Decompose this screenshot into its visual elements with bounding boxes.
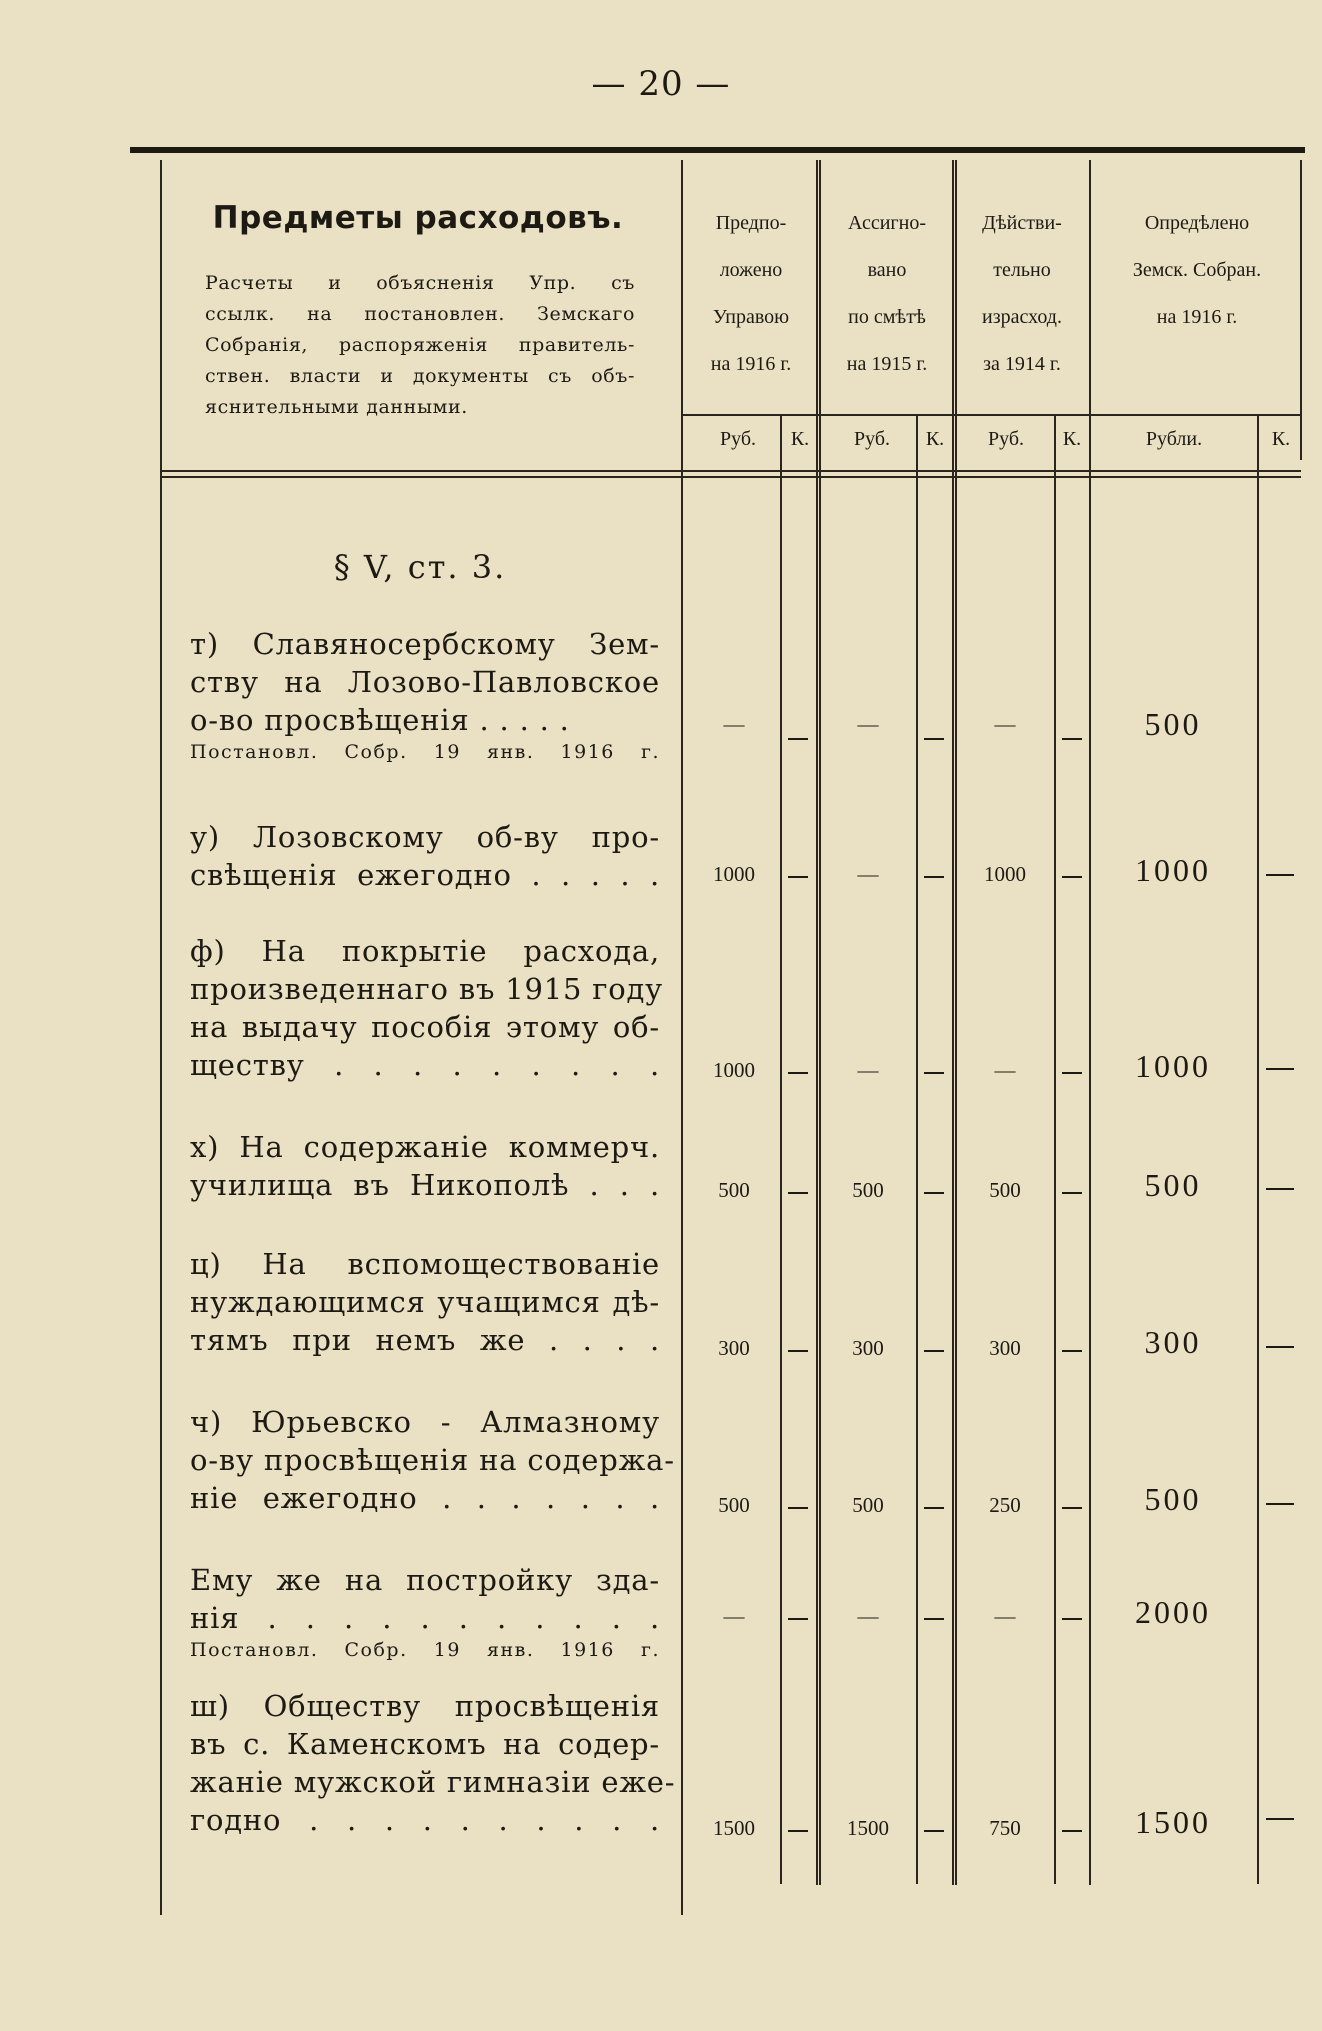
subtitle-line: Собранія, распоряженія правитель- xyxy=(205,334,635,356)
col-header-line: на 1916 г. xyxy=(710,353,792,375)
value-determined: 1500 xyxy=(1135,1804,1211,1840)
value-determined: 300 xyxy=(1144,1324,1202,1360)
kopeck-dash xyxy=(788,1830,808,1832)
entry-line: нуждающимся учащимся дѣ- xyxy=(190,1285,660,1319)
kopeck-dash xyxy=(788,1618,808,1620)
kopeck-dash xyxy=(924,1072,944,1074)
entry-ts xyxy=(190,1245,660,1359)
kopeck-dash xyxy=(924,1192,944,1194)
kopeck-dash xyxy=(1062,738,1082,740)
grid-line xyxy=(952,160,954,1885)
unit-kop: К. xyxy=(1271,428,1291,450)
kopeck-dash xyxy=(788,1507,808,1509)
grid-line xyxy=(819,160,821,1885)
unit-rub: Руб. xyxy=(853,428,891,450)
unit-kop: К. xyxy=(925,428,945,450)
entry-line: въ с. Каменскомъ на содер- xyxy=(190,1727,660,1761)
unit-rub: Рубли. xyxy=(1145,428,1203,450)
entry-line: тямъ при немъ же . . . . xyxy=(190,1323,660,1357)
value-determined: 2000 xyxy=(1135,1594,1211,1630)
col-header-line: тельно xyxy=(993,259,1051,281)
entry-line: произведеннаго въ 1915 году xyxy=(190,972,664,1006)
entry-u xyxy=(190,818,660,894)
kopeck-dash xyxy=(924,1830,944,1832)
subtitle-line: яснительными данными. xyxy=(205,396,468,418)
col-header-line: Управою xyxy=(712,306,790,328)
entry-line: о-ву просвѣщенія на содержа- xyxy=(190,1443,675,1477)
value-proposed: 1000 xyxy=(713,1058,755,1082)
value-determined: 500 xyxy=(1144,1167,1202,1203)
grid-line xyxy=(160,160,162,1915)
section-heading: § V, ст. 3. xyxy=(333,548,507,586)
kopeck-dash xyxy=(788,1350,808,1352)
entry-line: жаніе мужской гимназіи еже- xyxy=(190,1765,676,1799)
value-spent: 300 xyxy=(989,1336,1021,1360)
kopeck-dash xyxy=(788,1192,808,1194)
value-spent: — xyxy=(994,1058,1016,1082)
entry-line: Ему же на постройку зда- xyxy=(190,1563,660,1597)
col-header-line: вано xyxy=(867,259,907,281)
grid-line xyxy=(160,476,1301,478)
top-rule xyxy=(130,147,1305,153)
col-header-line: Ассигно- xyxy=(848,212,926,234)
value-assigned: 300 xyxy=(852,1336,884,1360)
col-header-line: на 1916 г. xyxy=(1156,306,1238,328)
entry-line: нія . . . . . . . . . . . xyxy=(190,1601,660,1635)
col-header-line: Земск. Собран. xyxy=(1132,259,1262,281)
entry-f xyxy=(190,932,664,1084)
table-subtitle xyxy=(205,268,635,423)
col-header-line: ложено xyxy=(719,259,783,281)
entry-same-building xyxy=(190,1561,660,1663)
entry-line: ш) Обществу просвѣщенія xyxy=(190,1689,660,1723)
entry-line: годно . . . . . . . . . . xyxy=(190,1803,660,1837)
unit-kop: К. xyxy=(1062,428,1082,450)
entry-line: на выдачу пособія этому об- xyxy=(190,1010,660,1044)
value-spent: 250 xyxy=(989,1493,1021,1517)
entry-line: ществу . . . . . . . . . xyxy=(190,1048,660,1082)
kopeck-dash xyxy=(1266,1818,1294,1820)
value-proposed: 500 xyxy=(718,1493,750,1517)
unit-rub: Руб. xyxy=(987,428,1025,450)
subtitle-line: ссылк. на постановлен. Земскаго xyxy=(205,303,635,325)
value-proposed: 1000 xyxy=(713,862,755,886)
kopeck-dash xyxy=(924,1618,944,1620)
kopeck-dash xyxy=(1062,1350,1082,1352)
entry-line: ч) Юрьевско - Алмазному xyxy=(190,1405,660,1439)
col-header-assigned xyxy=(820,200,954,388)
entry-line: т) Славяносербскому Зем- xyxy=(190,627,660,661)
value-proposed: 1500 xyxy=(713,1816,755,1840)
grid-line xyxy=(916,414,918,1884)
value-spent: — xyxy=(994,712,1016,736)
kopeck-dash xyxy=(1266,1346,1294,1348)
entry-line: свѣщенія ежегодно . . . . . xyxy=(190,858,660,892)
kopeck-dash xyxy=(788,738,808,740)
entry-line: о-во просвѣщенія . . . . . xyxy=(190,703,570,737)
entry-note: Постановл. Собр. 19 янв. 1916 г. xyxy=(190,741,660,763)
kopeck-dash xyxy=(1062,876,1082,878)
entry-line: у) Лозовскому об-ву про- xyxy=(190,820,660,854)
entry-line: училища въ Никополѣ . . . xyxy=(190,1168,660,1202)
value-assigned: — xyxy=(857,1058,879,1082)
kopeck-dash xyxy=(1266,1188,1294,1190)
entry-line: ніе ежегодно . . . . . . . xyxy=(190,1481,660,1515)
kopeck-dash xyxy=(788,876,808,878)
value-determined: 1000 xyxy=(1135,852,1211,888)
grid-line xyxy=(1054,414,1056,1884)
entry-line: х) На содержаніе коммерч. xyxy=(190,1130,660,1164)
col-header-line: за 1914 г. xyxy=(983,353,1061,375)
grid-line xyxy=(816,160,818,1885)
unit-kop: К. xyxy=(790,428,810,450)
kopeck-dash xyxy=(1062,1192,1082,1194)
kopeck-dash xyxy=(1062,1618,1082,1620)
entry-note: Постановл. Собр. 19 янв. 1916 г. xyxy=(190,1639,660,1661)
col-header-proposed xyxy=(684,200,818,388)
value-spent: 750 xyxy=(989,1816,1021,1840)
value-determined: 500 xyxy=(1144,706,1202,742)
grid-line xyxy=(1089,160,1091,1885)
entry-sh xyxy=(190,1687,676,1839)
kopeck-dash xyxy=(924,1507,944,1509)
page-number: — 20 — xyxy=(591,64,731,104)
grid-line xyxy=(1257,414,1259,1884)
col-header-spent xyxy=(955,200,1089,388)
value-determined: 1000 xyxy=(1135,1048,1211,1084)
value-assigned: 1500 xyxy=(847,1816,889,1840)
subtitle-line: ствен. власти и документы съ объ- xyxy=(205,365,635,387)
value-proposed: — xyxy=(723,712,745,736)
value-spent: — xyxy=(994,1604,1016,1628)
value-determined: 500 xyxy=(1144,1481,1202,1517)
grid-line xyxy=(681,160,683,1915)
value-spent: 1000 xyxy=(984,862,1026,886)
col-header-line: на 1915 г. xyxy=(846,353,928,375)
col-header-line: Предпо- xyxy=(715,212,787,234)
kopeck-dash xyxy=(1062,1072,1082,1074)
kopeck-dash xyxy=(1266,874,1294,876)
kopeck-dash xyxy=(1266,1503,1294,1505)
value-proposed: 500 xyxy=(718,1178,750,1202)
value-assigned: 500 xyxy=(852,1178,884,1202)
value-proposed: 300 xyxy=(718,1336,750,1360)
col-header-line: по смѣтѣ xyxy=(848,306,926,328)
value-assigned: — xyxy=(857,712,879,736)
value-proposed: — xyxy=(723,1604,745,1628)
grid-line xyxy=(955,160,957,1885)
entry-line: ф) На покрытіе расхода, xyxy=(190,934,660,968)
subtitle-line: Расчеты и объясненія Упр. съ xyxy=(205,272,635,294)
entry-kh xyxy=(190,1128,660,1204)
entry-ch xyxy=(190,1403,675,1517)
kopeck-dash xyxy=(924,1350,944,1352)
kopeck-dash xyxy=(788,1072,808,1074)
kopeck-dash xyxy=(1266,1068,1294,1070)
unit-rub: Руб. xyxy=(719,428,757,450)
grid-line xyxy=(160,470,1301,472)
kopeck-dash xyxy=(924,876,944,878)
value-spent: 500 xyxy=(989,1178,1021,1202)
value-assigned: 500 xyxy=(852,1493,884,1517)
entry-line: ству на Лозово-Павловское xyxy=(190,665,660,699)
table-title: Предметы расходовъ. xyxy=(212,200,624,236)
col-header-line: израсход. xyxy=(982,306,1062,328)
grid-line xyxy=(683,414,1301,416)
value-assigned: — xyxy=(857,862,879,886)
value-assigned: — xyxy=(857,1604,879,1628)
col-header-line: Дѣйстви- xyxy=(982,212,1062,234)
grid-line xyxy=(780,414,782,1884)
kopeck-dash xyxy=(1062,1830,1082,1832)
kopeck-dash xyxy=(1062,1507,1082,1509)
kopeck-dash xyxy=(924,738,944,740)
entry-t xyxy=(190,625,660,765)
col-header-line: Опредѣлено xyxy=(1144,212,1250,234)
entry-line: ц) На вспомоществованіе xyxy=(190,1247,660,1281)
col-header-determined xyxy=(1092,200,1302,341)
